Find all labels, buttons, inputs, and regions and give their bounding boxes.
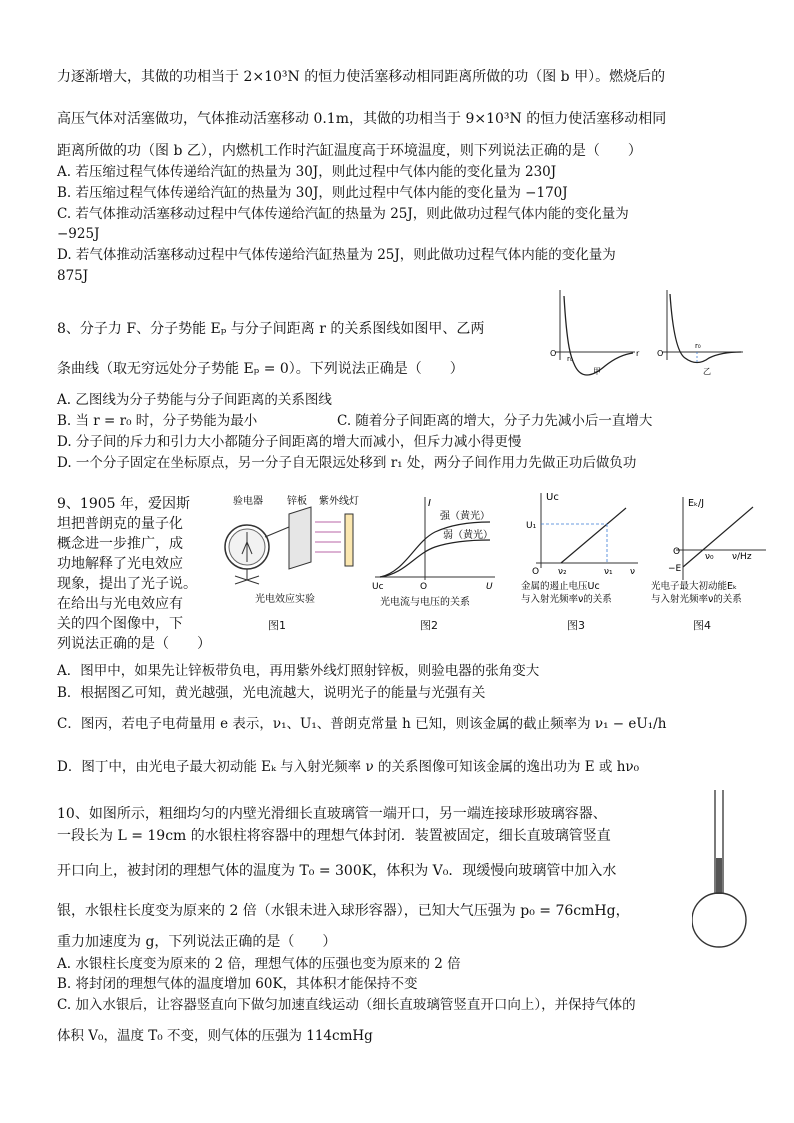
q8-option-b: B. 当 r = r₀ 时，分子势能为最小 [57, 413, 258, 429]
svg-text:O: O [657, 349, 664, 358]
q8-figure-jia [550, 290, 640, 376]
svg-text:ν/Hz: ν/Hz [732, 552, 752, 562]
q9-intro-5: 现象，提出了光子说。 [57, 576, 197, 592]
q10-option-a: A. 水银柱长度变为原来的 2 倍，理想气体的压强也变为原来的 2 倍 [57, 956, 461, 972]
svg-text:光电效应实验: 光电效应实验 [255, 594, 315, 605]
q9-option-b: B．根据图乙可知，黄光越强，光电流越大，说明光子的能量与光强有关 [57, 685, 486, 701]
q10-option-c-cont: 体积 V₀，温度 T₀ 不变，则气体的压强为 114cmHg [57, 1028, 373, 1044]
svg-text:验电器: 验电器 [233, 496, 263, 507]
svg-text:锌板: 锌板 [287, 496, 307, 507]
svg-text:r: r [636, 349, 640, 358]
q8-option-d: D. 分子间的斥力和引力大小都随分子间距离的增大而减小，但斥力减小得更慢 [57, 434, 522, 450]
svg-text:ν: ν [630, 567, 636, 577]
svg-text:紫外线灯: 紫外线灯 [319, 496, 359, 507]
svg-text:U₁: U₁ [526, 521, 537, 531]
svg-text:I: I [428, 498, 431, 509]
q9-figure1 [215, 492, 360, 612]
q9-figure4 [648, 492, 768, 612]
q9-intro-6: 在给出与光电效应有 [57, 596, 183, 612]
svg-text:ν₁: ν₁ [604, 567, 613, 577]
q10-figure-glass-container [692, 786, 752, 952]
q9-intro-8: 列说法正确的是（ ） [57, 636, 211, 652]
q7-line2: 高压气体对活塞做功，气体推动活塞移动 0.1m，其做的功相当于 9×10³N 的恒力使活塞移动相同 [57, 111, 667, 127]
q9-figure3-number: 图3 [567, 619, 585, 632]
q8-line1: 8、分子力 F、分子势能 Eₚ 与分子间距离 r 的关系图线如图甲、乙两 [57, 321, 485, 337]
q7-line1: 力逐渐增大，其做的功相当于 2×10³N 的恒力使活塞移动相同距离所做的功（图 b 甲）。燃烧后的 [57, 69, 666, 85]
q10-line5: 重力加速度为 g，下列说法正确的是（ ） [57, 934, 337, 950]
q7-option-d-cont: 875J [57, 268, 89, 284]
svg-text:O: O [532, 567, 540, 577]
svg-text:与入射光频率ν的关系: 与入射光频率ν的关系 [651, 594, 742, 605]
svg-text:光电流与电压的关系: 光电流与电压的关系 [380, 597, 470, 608]
q9-intro-1: 9、1905 年，爱因斯 [57, 496, 190, 512]
q10-option-b: B. 将封闭的理想气体的温度增加 60K，其体积才能保持不变 [57, 976, 418, 992]
svg-text:乙: 乙 [703, 367, 711, 376]
q9-figure1-number: 图1 [268, 619, 286, 632]
q7-option-a: A. 若压缩过程气体传递给汽缸的热量为 30J，则此过程中气体内能的变化量为 230J [57, 164, 557, 180]
svg-text:O: O [550, 349, 557, 358]
q7-option-b: B. 若压缩过程气体传递给汽缸的热量为 30J，则此过程中气体内能的变化量为 −170J [57, 185, 568, 201]
svg-text:r₀: r₀ [567, 355, 573, 363]
q10-line2: 一段长为 L = 19cm 的水银柱将容器中的理想气体封闭．装置被固定，细长直玻璃管竖直 [57, 828, 611, 844]
q8-option-c: C. 随着分子间距离的增大，分子力先减小后一直增大 [337, 413, 653, 429]
q10-option-c: C. 加入水银后，让容器竖直向下做匀加速直线运动（细长直玻璃管竖直开口向上），并保持气体的 [57, 997, 636, 1013]
q8-line2: 条曲线（取无穷远处分子势能 Eₚ = 0）。下列说法正确是（ ） [57, 361, 464, 377]
q9-option-d: D．图丁中，由光电子最大初动能 Eₖ 与入射光频率 ν 的关系图像可知该金属的逸出功为 E 或 hν₀ [57, 759, 640, 775]
q9-figure3 [516, 488, 641, 613]
q9-intro-7: 关的四个图像中，下 [57, 616, 183, 632]
q9-intro-2: 坦把普朗克的量子化 [57, 516, 183, 532]
q9-option-c: C．图丙，若电子电荷量用 e 表示，ν₁、U₁、普朗克常量 h 已知，则该金属的截止频率为 ν₁ − eU₁/h [57, 716, 667, 732]
svg-text:Uc: Uc [372, 582, 384, 592]
svg-text:ν₀: ν₀ [705, 552, 714, 562]
svg-text:U: U [486, 582, 493, 592]
q7-option-c-cont: −925J [57, 226, 100, 242]
q9-intro-3: 概念进一步推广，成 [57, 536, 183, 552]
svg-text:金属的遏止电压Uc: 金属的遏止电压Uc [521, 581, 600, 592]
q10-line1: 10、如图所示，粗细均匀的内壁光滑细长直玻璃管一端开口，另一端连接球形玻璃容器、 [57, 806, 607, 822]
q10-line4: 银，水银柱长度变为原来的 2 倍（水银未进入球形容器），已知大气压强为 p₀ = 76cmHg， [57, 903, 630, 919]
q9-intro-4: 功地解释了光电效应 [57, 556, 183, 572]
svg-text:甲: 甲 [593, 367, 601, 376]
svg-text:Eₖ/J: Eₖ/J [688, 498, 705, 509]
q7-option-c: C. 若气体推动活塞移动过程中气体传递给汽缸的热量为 25J，则此做功过程气体内能的变化量为 [57, 206, 629, 222]
q8-option-d2: D. 一个分子固定在坐标原点，另一分子自无限远处移到 r₁ 处，两分子间作用力先做正功后做负功 [57, 455, 637, 471]
q9-figure2-number: 图2 [420, 619, 438, 632]
svg-text:Uc: Uc [546, 492, 559, 503]
svg-text:ν₂: ν₂ [558, 567, 567, 577]
svg-text:强（黄光）: 强（黄光） [440, 511, 490, 522]
svg-text:−E: −E [668, 564, 682, 574]
svg-text:O: O [673, 547, 681, 557]
q9-option-a: A．图甲中，如果先让锌板带负电，再用紫外线灯照射锌板，则验电器的张角变大 [57, 663, 540, 679]
svg-text:O: O [420, 582, 428, 592]
svg-text:r₀: r₀ [695, 342, 701, 350]
q9-figure2 [370, 492, 500, 612]
q7-option-d: D. 若气体推动活塞移动过程中气体传递给汽缸热量为 25J，则此做功过程气体内能的变化量为 [57, 247, 616, 263]
q7-line3: 距离所做的功（图 b 乙），内燃机工作时汽缸温度高于环境温度，则下列说法正确的是（ ） [57, 143, 642, 159]
svg-text:与入射光频率ν的关系: 与入射光频率ν的关系 [521, 594, 612, 605]
q8-figures [545, 288, 745, 378]
q9-figure4-number: 图4 [693, 619, 711, 632]
q10-line3: 开口向上，被封闭的理想气体的温度为 T₀ = 300K，体积为 V₀．现缓慢向玻璃管中加入水 [57, 863, 617, 879]
svg-text:弱（黄光）: 弱（黄光） [443, 530, 493, 541]
q8-option-a: A. 乙图线为分子势能与分子间距离的关系图线 [57, 392, 332, 408]
svg-text:光电子最大初动能Eₖ: 光电子最大初动能Eₖ [651, 581, 738, 592]
q8-figure-yi [657, 290, 743, 376]
